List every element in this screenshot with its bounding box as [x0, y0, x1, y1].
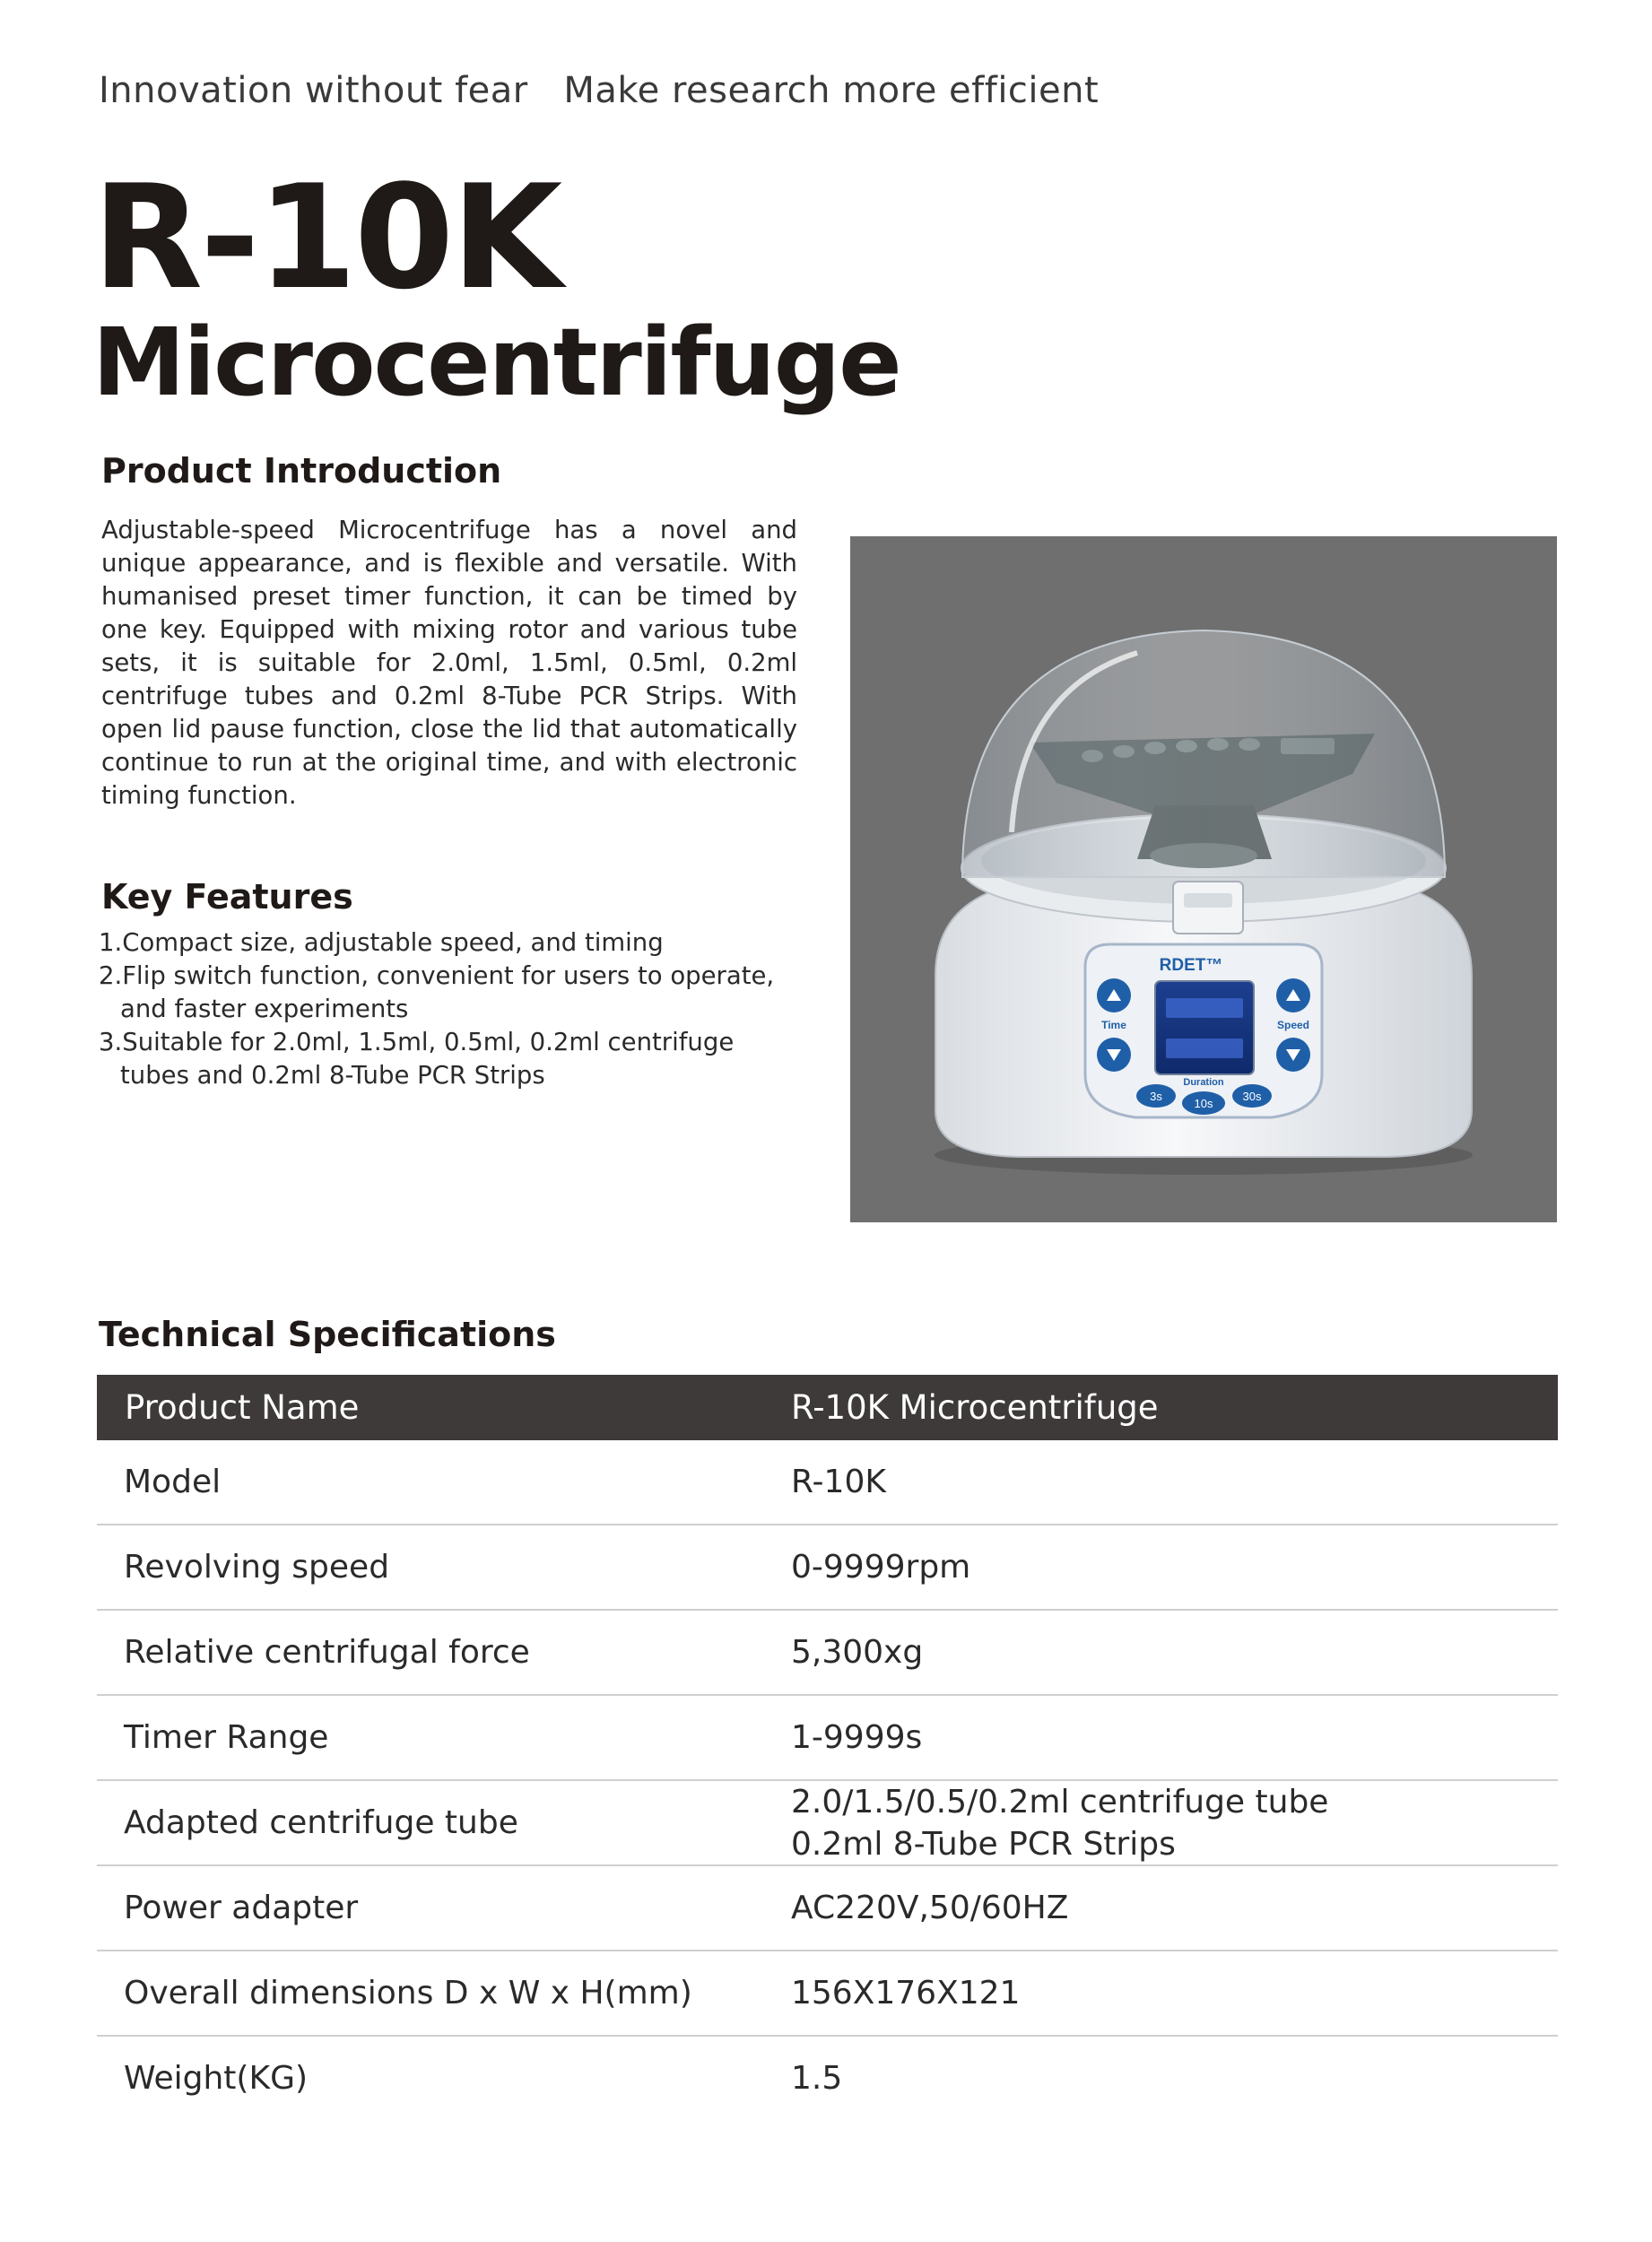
time-down-button — [1097, 1038, 1131, 1072]
speed-label: Speed — [1276, 1019, 1310, 1031]
table-row — [97, 1866, 1558, 1951]
table-row — [97, 1440, 1558, 1525]
table-row — [97, 1525, 1558, 1611]
product-photo — [850, 536, 1557, 1222]
features-list — [99, 926, 807, 1092]
spec-label: Power adapter — [124, 1890, 359, 1926]
preset-30s-button — [1232, 1084, 1272, 1108]
table-row — [97, 1611, 1558, 1696]
speed-up-button — [1276, 978, 1310, 1012]
feature-item: 3.Suitable for 2.0ml, 1.5ml, 0.5ml, 0.2ml centrifuge tubes and 0.2ml 8-Tube PCR Strips — [99, 1028, 735, 1090]
specs-heading: Technical Specifications — [99, 1315, 556, 1354]
spec-label: Model — [124, 1464, 222, 1500]
preset-3s-button — [1136, 1084, 1176, 1108]
feature-item: 1.Compact size, adjustable speed, and timing — [99, 928, 664, 957]
spec-value: 5,300xg — [791, 1634, 924, 1671]
spec-value: 1.5 — [791, 2060, 843, 2097]
feature-item: 2.Flip switch function, convenient for users to operate, and faster experiments — [99, 961, 775, 1023]
speed-down-button — [1276, 1038, 1310, 1072]
spec-value: 156X176X121 — [791, 1975, 1021, 2012]
spec-value-multiline — [787, 1781, 1558, 1865]
spec-value-line: 0.2ml 8-Tube PCR Strips — [791, 1825, 1176, 1863]
transparent-lid — [962, 630, 1445, 877]
intro-heading: Product Introduction — [101, 451, 502, 491]
spec-label: Adapted centrifuge tube — [124, 1804, 518, 1841]
spec-label: Overall dimensions D x W x H(mm) — [124, 1975, 692, 2012]
spec-value: 0-9999rpm — [791, 1549, 971, 1586]
header-label: Product Name — [125, 1388, 360, 1427]
intro-paragraph: Adjustable-speed Microcentrifuge has a novel and unique appearance, and is flexible and versatile. With humanised preset timer function, it can be timed by one key. Equipped with mixing rotor and various tube sets, it is suitable for 2.0ml, 1.5ml, 0.5ml, 0.2ml centrifuge tubes and 0.2ml 8-Tube PCR Strips. With open lid pause function, close the lid that automatically continue to run at the original time, and with electronic timing function. — [101, 516, 797, 810]
spec-value: AC220V,50/60HZ — [791, 1890, 1069, 1926]
tagline: Innovation without fear Make research more efficient — [99, 70, 1100, 111]
spec-value: R-10K — [791, 1464, 886, 1500]
header-value: R-10K Microcentrifuge — [791, 1388, 1159, 1427]
specs-table — [97, 1375, 1558, 2120]
product-name-title: Microcentrifuge — [92, 308, 900, 417]
brand-logo: RDET™ — [1159, 956, 1223, 975]
table-row — [97, 1781, 1558, 1866]
table-row — [97, 1696, 1558, 1781]
features-heading: Key Features — [101, 877, 353, 917]
spec-value: 1-9999s — [791, 1719, 923, 1756]
spec-label: Timer Range — [124, 1719, 329, 1756]
duration-label: Duration — [1183, 1077, 1224, 1088]
time-label: Time — [1101, 1019, 1126, 1031]
table-row — [97, 1951, 1558, 2037]
preset-3s-label: 3s — [1150, 1090, 1162, 1103]
spec-value-line: 2.0/1.5/0.5/0.2ml centrifuge tube — [791, 1783, 1329, 1821]
time-up-button — [1097, 978, 1131, 1012]
spec-label: Weight(KG) — [124, 2060, 309, 2097]
spec-label: Relative centrifugal force — [124, 1634, 530, 1671]
preset-30s-label: 30s — [1242, 1090, 1262, 1103]
centrifuge-illustration — [850, 536, 1557, 1222]
spec-label: Revolving speed — [124, 1549, 390, 1586]
model-title: R-10K — [92, 153, 561, 321]
table-row — [97, 2037, 1558, 2120]
preset-10s-button — [1182, 1091, 1225, 1115]
lcd-display — [1155, 981, 1254, 1074]
specs-header-row — [97, 1375, 1558, 1440]
preset-10s-label: 10s — [1194, 1097, 1213, 1110]
